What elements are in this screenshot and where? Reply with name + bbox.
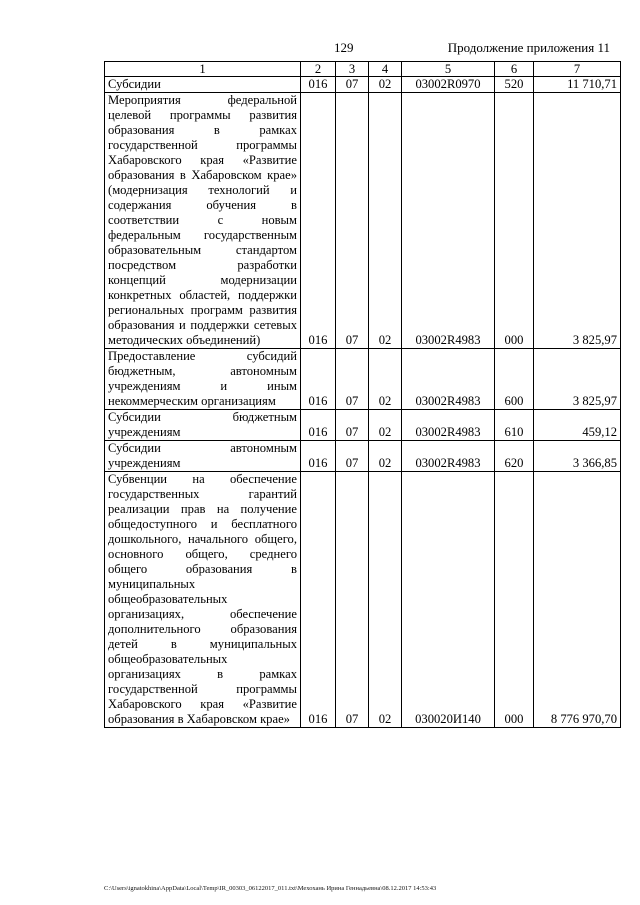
ministry-code: 016 (301, 349, 336, 410)
table-row (105, 349, 621, 410)
ministry-code: 016 (301, 441, 336, 472)
expense-type-code: 520 (495, 77, 534, 93)
target-article-code: 03002R4983 (402, 410, 495, 441)
amount: 8 776 970,70 (534, 472, 621, 728)
section-code: 07 (336, 349, 369, 410)
subsection-code: 02 (369, 441, 402, 472)
expense-type-code: 600 (495, 349, 534, 410)
file-path-footer: C:\Users\ignatokhina\AppData\Local\Temp\IR_00303_06122017_011.txt\Мехохань Ирина Геннадьевна\08.12.2017 14:53:43 (104, 885, 437, 892)
target-article-code: 030020И140 (402, 472, 495, 728)
table-row (105, 77, 621, 93)
section-code: 07 (336, 441, 369, 472)
item-name: Субвенции на обеспечение государственных гарантий реализации прав на получение общедоступного и бесплатного дошкольного, начального общего, основного общего, среднего общего образования в муниципальных общеобразовательных организациях, обеспечение дополнительного образования детей в муниципальных общеобразовательных организациях в рамках государственной программы Хабаровского края «Развитие образования в Хабаровском крае» (105, 472, 301, 728)
expense-type-code: 000 (495, 472, 534, 728)
amount: 11 710,71 (534, 77, 621, 93)
subsection-code: 02 (369, 349, 402, 410)
table-row (105, 441, 621, 472)
section-code: 07 (336, 77, 369, 93)
target-article-code: 03002R0970 (402, 77, 495, 93)
target-article-code: 03002R4983 (402, 441, 495, 472)
section-code: 07 (336, 93, 369, 349)
expense-type-code: 000 (495, 93, 534, 349)
table-row (105, 410, 621, 441)
budget-table (104, 61, 621, 728)
target-article-code: 03002R4983 (402, 93, 495, 349)
appendix-caption: Продолжение приложения 11 (447, 40, 610, 55)
item-name: Субсидии автономным учреждениям (105, 441, 301, 472)
column-number: 4 (369, 62, 402, 77)
column-number: 5 (402, 62, 495, 77)
section-code: 07 (336, 410, 369, 441)
item-name: Субсидии (105, 77, 301, 93)
table-row (105, 93, 621, 349)
expense-type-code: 610 (495, 410, 534, 441)
column-number: 7 (534, 62, 621, 77)
ministry-code: 016 (301, 410, 336, 441)
column-number: 3 (336, 62, 369, 77)
amount: 459,12 (534, 410, 621, 441)
expense-type-code: 620 (495, 441, 534, 472)
column-number-row (105, 62, 621, 77)
item-name: Мероприятия федеральной целевой программы развития образования в рамках государственной программы Хабаровского края «Развитие образования в Хабаровском крае» (модернизация технологий и содержания обучения в соответствии с новым федеральным государственным образовательным стандартом посредством разработки концепций модернизации конкретных областей, поддержки региональных программ развития образования и поддержки сетевых методических объединений) (105, 93, 301, 349)
column-number: 6 (495, 62, 534, 77)
subsection-code: 02 (369, 93, 402, 349)
subsection-code: 02 (369, 472, 402, 728)
table-row (105, 472, 621, 728)
subsection-code: 02 (369, 410, 402, 441)
page-number: 129 (334, 40, 354, 55)
section-code: 07 (336, 472, 369, 728)
column-number: 1 (105, 62, 301, 77)
amount: 3 825,97 (534, 349, 621, 410)
item-name: Субсидии бюджетным учреждениям (105, 410, 301, 441)
amount: 3 366,85 (534, 441, 621, 472)
ministry-code: 016 (301, 93, 336, 349)
ministry-code: 016 (301, 472, 336, 728)
amount: 3 825,97 (534, 93, 621, 349)
subsection-code: 02 (369, 77, 402, 93)
item-name: Предоставление субсидий бюджетным, автономным учреждениям и иным некоммерческим организациям (105, 349, 301, 410)
ministry-code: 016 (301, 77, 336, 93)
column-number: 2 (301, 62, 336, 77)
target-article-code: 03002R4983 (402, 349, 495, 410)
